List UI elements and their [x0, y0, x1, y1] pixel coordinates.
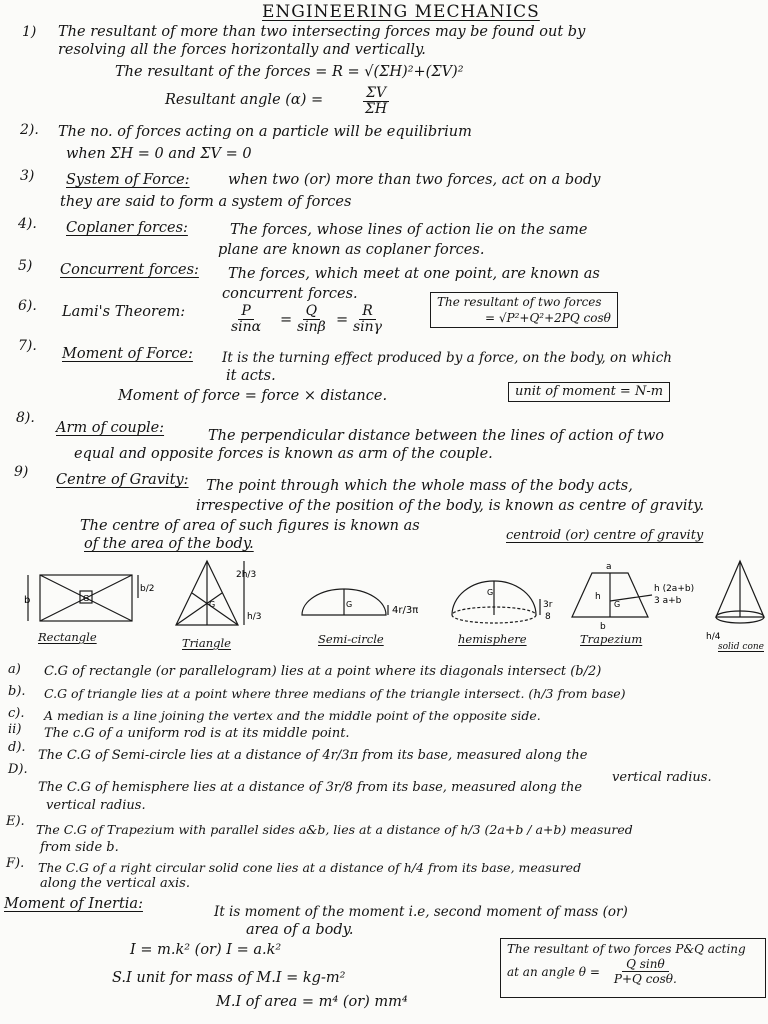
semi-dim: 4r/3π	[392, 605, 419, 616]
hemi-g: G	[487, 588, 494, 597]
item-1-angle-fraction	[362, 86, 390, 117]
moi-formula-3: M.I of area = m⁴ (or) mm⁴	[216, 994, 408, 1010]
item-8-term: Arm of couple:	[56, 420, 165, 436]
lami-sin-gamma: sinγ	[353, 319, 383, 335]
item-3-line-1: when two (or) more than two forces, act on a body	[228, 172, 601, 188]
trap-b: b	[600, 622, 606, 632]
trap-h: h	[595, 592, 601, 602]
item-9-term: Centre of Gravity:	[56, 472, 189, 488]
tri-g: G	[209, 600, 216, 609]
item-3-line-2: they are said to form a system of forces	[60, 194, 352, 210]
box-line-1: The resultant of two forces P&Q acting	[507, 942, 746, 956]
item-3-number: 3)	[20, 168, 35, 184]
unit-of-moment-box	[508, 382, 670, 402]
item-2-line-2: when ΣH = 0 and ΣV = 0	[66, 146, 252, 162]
resultant-box-line-1: The resultant of two forces	[437, 295, 602, 309]
item-5-term: Concurrent forces:	[60, 262, 199, 278]
resultant-box-line-2: = √P²+Q²+2PQ cosθ	[485, 311, 611, 325]
lami-q: Q	[303, 304, 320, 320]
cg-e-number: E).	[6, 814, 25, 829]
cone-dim: h/4	[706, 632, 721, 642]
box-numerator: Q sinθ	[622, 957, 669, 972]
item-3-term: System of Force:	[66, 172, 190, 188]
cg-b-text: C.G of triangle lies at a point where three medians of the triangle intersect. (h/3 from base)	[44, 686, 626, 701]
lami-r: R	[359, 304, 376, 320]
lami-fraction-r	[350, 304, 385, 335]
cg-e-text-2: from side b.	[40, 840, 119, 855]
moi-line-1: It is moment of the moment i.e, second moment of mass (or)	[214, 904, 628, 920]
item-9-line-1: The point through which the whole mass of the body acts,	[206, 478, 633, 494]
resultant-formula-box	[430, 292, 618, 328]
box-denominator: P+Q cosθ.	[613, 972, 677, 986]
trap-dim-1: h (2a+b)	[654, 584, 695, 594]
tri-dim-h3: h/3	[247, 612, 262, 622]
resultant-angle-box	[500, 938, 766, 998]
cg-f-number: F).	[6, 856, 25, 871]
lami-p: P	[238, 304, 253, 320]
caption-hemisphere: hemisphere	[458, 632, 527, 646]
item-7-line-2: it acts.	[226, 368, 276, 384]
trap-dim-2: 3 a+b	[654, 596, 682, 606]
item-4-line-2: plane are known as coplaner forces.	[218, 242, 485, 258]
item-4-term: Coplaner forces:	[66, 220, 188, 236]
cg-e1-number: D).	[8, 762, 28, 777]
moi-term: Moment of Inertia:	[4, 896, 143, 912]
semicircle-figure	[302, 589, 388, 615]
item-8-line-2: equal and opposite forces is known as arm of the couple.	[74, 446, 493, 462]
rect-dim-b: b	[24, 595, 31, 606]
caption-triangle: Triangle	[182, 636, 231, 650]
cg-a-number: a)	[8, 662, 21, 677]
item-8-line-1: The perpendicular distance between the lines of action of two	[208, 428, 664, 444]
item-7-term: Moment of Force:	[62, 346, 193, 362]
item-6-number: 6).	[18, 298, 37, 314]
item-4-number: 4).	[18, 216, 37, 232]
cg-ii-text: The c.G of a uniform rod is at its middle point.	[44, 726, 350, 741]
item-7-line-3: Moment of force = force × distance.	[118, 388, 388, 404]
moi-formula-1: I = m.k² (or) I = a.k²	[130, 942, 282, 958]
hemi-dim-3r: 3r	[543, 600, 553, 610]
cg-f-text-2: along the vertical axis.	[40, 876, 190, 891]
cg-d-text-2: vertical radius.	[612, 770, 712, 785]
cg-e1-text: The C.G of hemisphere lies at a distance of 3r/8 from its base, measured along the	[38, 780, 583, 795]
item-7-line-1: It is the turning effect produced by a force, on the body, on which	[222, 350, 672, 366]
cg-a-text: C.G of rectangle (or parallelogram) lies at a point where its diagonals intersect (b/2)	[44, 664, 602, 679]
hemisphere-figure	[452, 581, 540, 623]
item-1-line-2: resolving all the forces horizontally and vertically.	[58, 42, 426, 58]
trap-g: G	[614, 600, 621, 609]
item-1-formula-resultant: The resultant of the forces = R = √(ΣH)²+(ΣV)²	[115, 64, 464, 80]
lami-sin-alpha: sinα	[231, 319, 262, 335]
item-5-line-2: concurrent forces.	[222, 286, 358, 302]
cg-d-text: The C.G of Semi-circle lies at a distance of 4r/3π from its base, measured along the	[38, 748, 588, 763]
cg-c-number: c).	[8, 706, 25, 721]
caption-rectangle: Rectangle	[38, 630, 97, 644]
cg-ii-number: ii)	[8, 722, 22, 737]
centroid-figures	[0, 555, 768, 655]
moi-line-2: area of a body.	[246, 922, 354, 938]
item-6-term: Lami's Theorem:	[62, 304, 186, 320]
item-8-number: 8).	[16, 410, 35, 426]
item-2-line-1: The no. of forces acting on a particle will be equilibrium	[58, 124, 472, 140]
cg-c-text: A median is a line joining the vertex and the middle point of the opposite side.	[44, 708, 541, 723]
rect-dim-b2: b/2	[140, 584, 155, 594]
item-1-number: 1)	[22, 24, 37, 40]
item-4-line-1: The forces, whose lines of action lie on the same	[230, 222, 588, 238]
semi-g: G	[346, 600, 353, 609]
cg-e1-text-2: vertical radius.	[46, 798, 146, 813]
trapezium-figure	[572, 573, 652, 617]
cone-figure	[716, 561, 764, 623]
item-9-line-2: irrespective of the position of the body, is known as centre of gravity.	[196, 498, 705, 514]
cg-f-text: The C.G of a right circular solid cone lies at a distance of h/4 from its base, measured	[38, 860, 582, 875]
box-line-2: at an angle θ =	[507, 964, 600, 979]
caption-semicircle: Semi-circle	[318, 632, 384, 646]
item-9-centroid: centroid (or) centre of gravity	[506, 528, 704, 543]
lami-equals-2: =	[336, 312, 349, 328]
item-5-line-1: The forces, which meet at one point, are known as	[228, 266, 600, 282]
cg-b-number: b).	[8, 684, 26, 699]
angle-numerator: ΣV	[363, 86, 389, 102]
item-1-line-1: The resultant of more than two intersecting forces may be found out by	[58, 24, 586, 40]
item-5-number: 5)	[18, 258, 33, 274]
trap-a: a	[606, 562, 612, 572]
lami-equals-1: =	[280, 312, 293, 328]
moi-formula-2: S.I unit for mass of M.I = kg-m²	[112, 970, 346, 986]
lami-sin-beta: sinβ	[297, 319, 326, 335]
hemi-dim-8: 8	[545, 612, 551, 622]
item-1-formula-angle: Resultant angle (α) =	[165, 92, 324, 108]
lami-fraction-q	[294, 304, 329, 335]
item-9-line-3: The centre of area of such figures is known as	[80, 518, 420, 534]
cg-e-text: The C.G of Trapezium with parallel sides a&b, lies at a distance of h/3 (2a+b / a+b) measured	[36, 822, 633, 837]
lami-fraction-p	[228, 304, 264, 335]
item-2-number: 2).	[20, 122, 39, 138]
page-title: ENGINEERING MECHANICS	[262, 2, 540, 22]
triangle-figure	[176, 561, 244, 625]
angle-denominator: ΣH	[365, 101, 388, 117]
cg-d-number: d).	[8, 740, 26, 755]
caption-cone: solid cone	[718, 642, 764, 652]
unit-of-moment-text: unit of moment = N-m	[515, 384, 664, 399]
item-7-number: 7).	[18, 338, 37, 354]
caption-trapezium: Trapezium	[580, 632, 643, 646]
tri-dim-2h3: 2h/3	[236, 570, 257, 580]
item-9-line-4: of the area of the body.	[84, 536, 254, 552]
item-9-number: 9)	[14, 464, 29, 480]
rect-g: G	[83, 594, 90, 603]
